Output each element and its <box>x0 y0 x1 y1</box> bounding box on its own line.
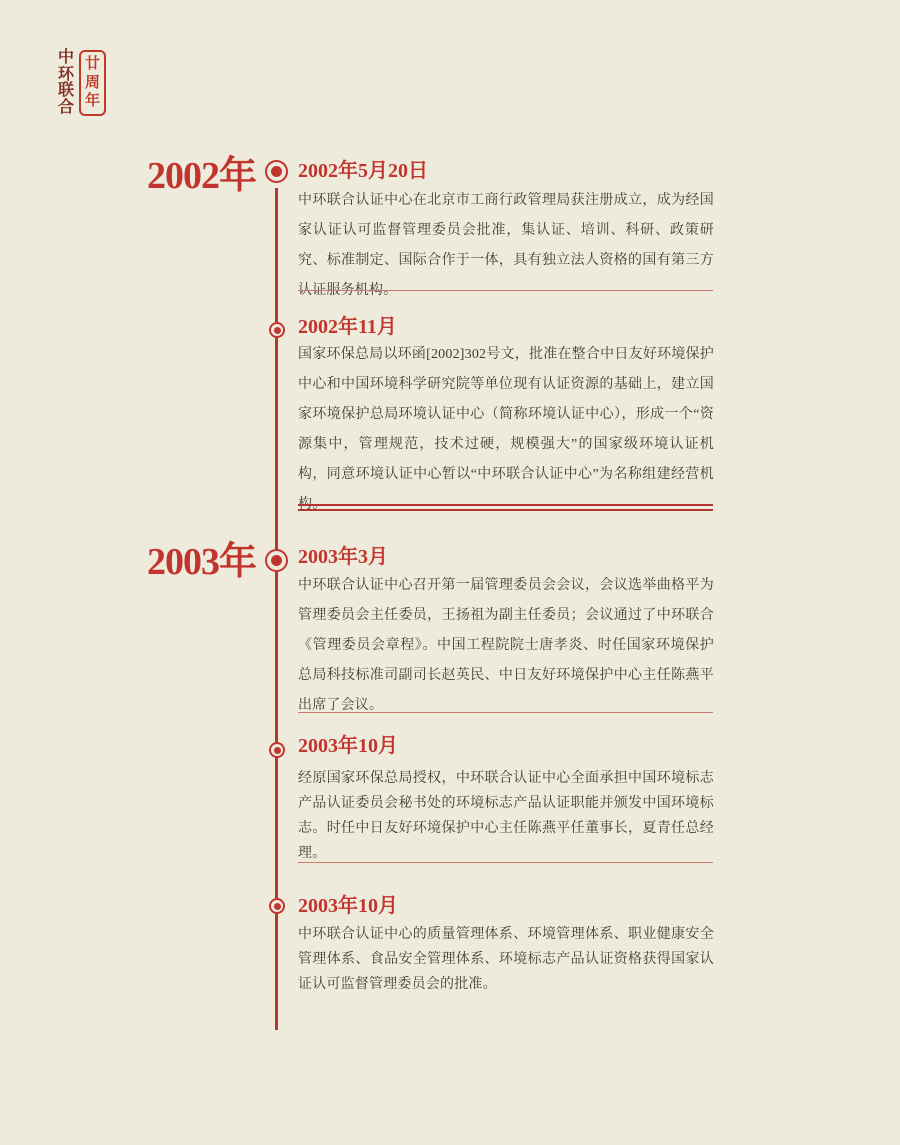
timeline-marker-small <box>269 322 285 338</box>
year-heading-2002: 2002年 <box>146 155 256 197</box>
timeline-marker-large <box>265 160 288 183</box>
marker-dot <box>271 166 282 177</box>
entry-date: 2003年3月 <box>298 546 388 568</box>
timeline-marker-small <box>269 898 285 914</box>
entry-divider <box>298 290 713 291</box>
timeline-marker-small <box>269 742 285 758</box>
entry-text: 中环联合认证中心在北京市工商行政管理局获注册成立，成为经国家认证认可监督管理委员会批准，集认证、培训、科研、政策研究、标准制定、国际合作于一体，具有独立法人资格的国有第三方认证服务机构。 <box>298 193 714 298</box>
marker-dot <box>271 555 282 566</box>
timeline-entry <box>298 733 714 866</box>
entry-text: 中环联合认证中心的质量管理体系、环境管理体系、职业健康安全管理体系、食品安全管理体系、环境标志产品认证资格获得国家认证认可监督管理委员会的批准。 <box>298 927 714 992</box>
marker-dot <box>274 903 281 910</box>
entry-date: 2003年10月 <box>298 735 398 757</box>
timeline-entry <box>298 314 714 520</box>
entry-text: 中环联合认证中心召开第一届管理委员会会议，会议选举曲格平为管理委员会主任委员，王扬祖为副主任委员；会议通过了中环联合《管理委员会章程》。中国工程院院士唐孝炎、时任国家环境保护总局科技标准司副司长赵英民、中日友好环境保护中心主任陈燕平出席了会议。 <box>298 578 714 713</box>
entry-date: 2002年11月 <box>298 316 397 338</box>
timeline-marker-large <box>265 549 288 572</box>
anniversary-seal <box>79 50 106 116</box>
year-heading-2003: 2003年 <box>146 541 256 583</box>
entry-date: 2003年10月 <box>298 895 398 917</box>
entry-date: 2002年5月20日 <box>298 160 428 182</box>
entry-text: 经原国家环保总局授权，中环联合认证中心全面承担中国环境标志产品认证委员会秘书处的环境标志产品认证职能并颁发中国环境标志。时任中日友好环境保护中心主任陈燕平任董事长，夏青任总经理。 <box>298 771 714 861</box>
marker-dot <box>274 327 281 334</box>
anniversary-seal-text: 廿周年 <box>84 56 100 110</box>
entry-divider <box>298 712 713 713</box>
timeline-entry <box>298 544 714 721</box>
entry-divider <box>298 862 713 863</box>
entry-text: 国家环保总局以环函[2002]302号文，批准在整合中日友好环境保护中心和中国环境科学研究院等单位现有认证资源的基础上，建立国家环境保护总局环境认证中心（简称环境认证中心），形成一个“资源集中，管理规范，技术过硬，规模强大”的国家级环境认证机构，同意环境认证中心暂以“中环联合认证中心”为名称组建经营机构。 <box>298 347 714 512</box>
year-section-divider <box>298 504 713 511</box>
brand-vertical-text: 中环联合 <box>57 49 74 116</box>
marker-dot <box>274 747 281 754</box>
timeline-entry <box>298 158 714 306</box>
timeline-entry <box>298 893 714 997</box>
